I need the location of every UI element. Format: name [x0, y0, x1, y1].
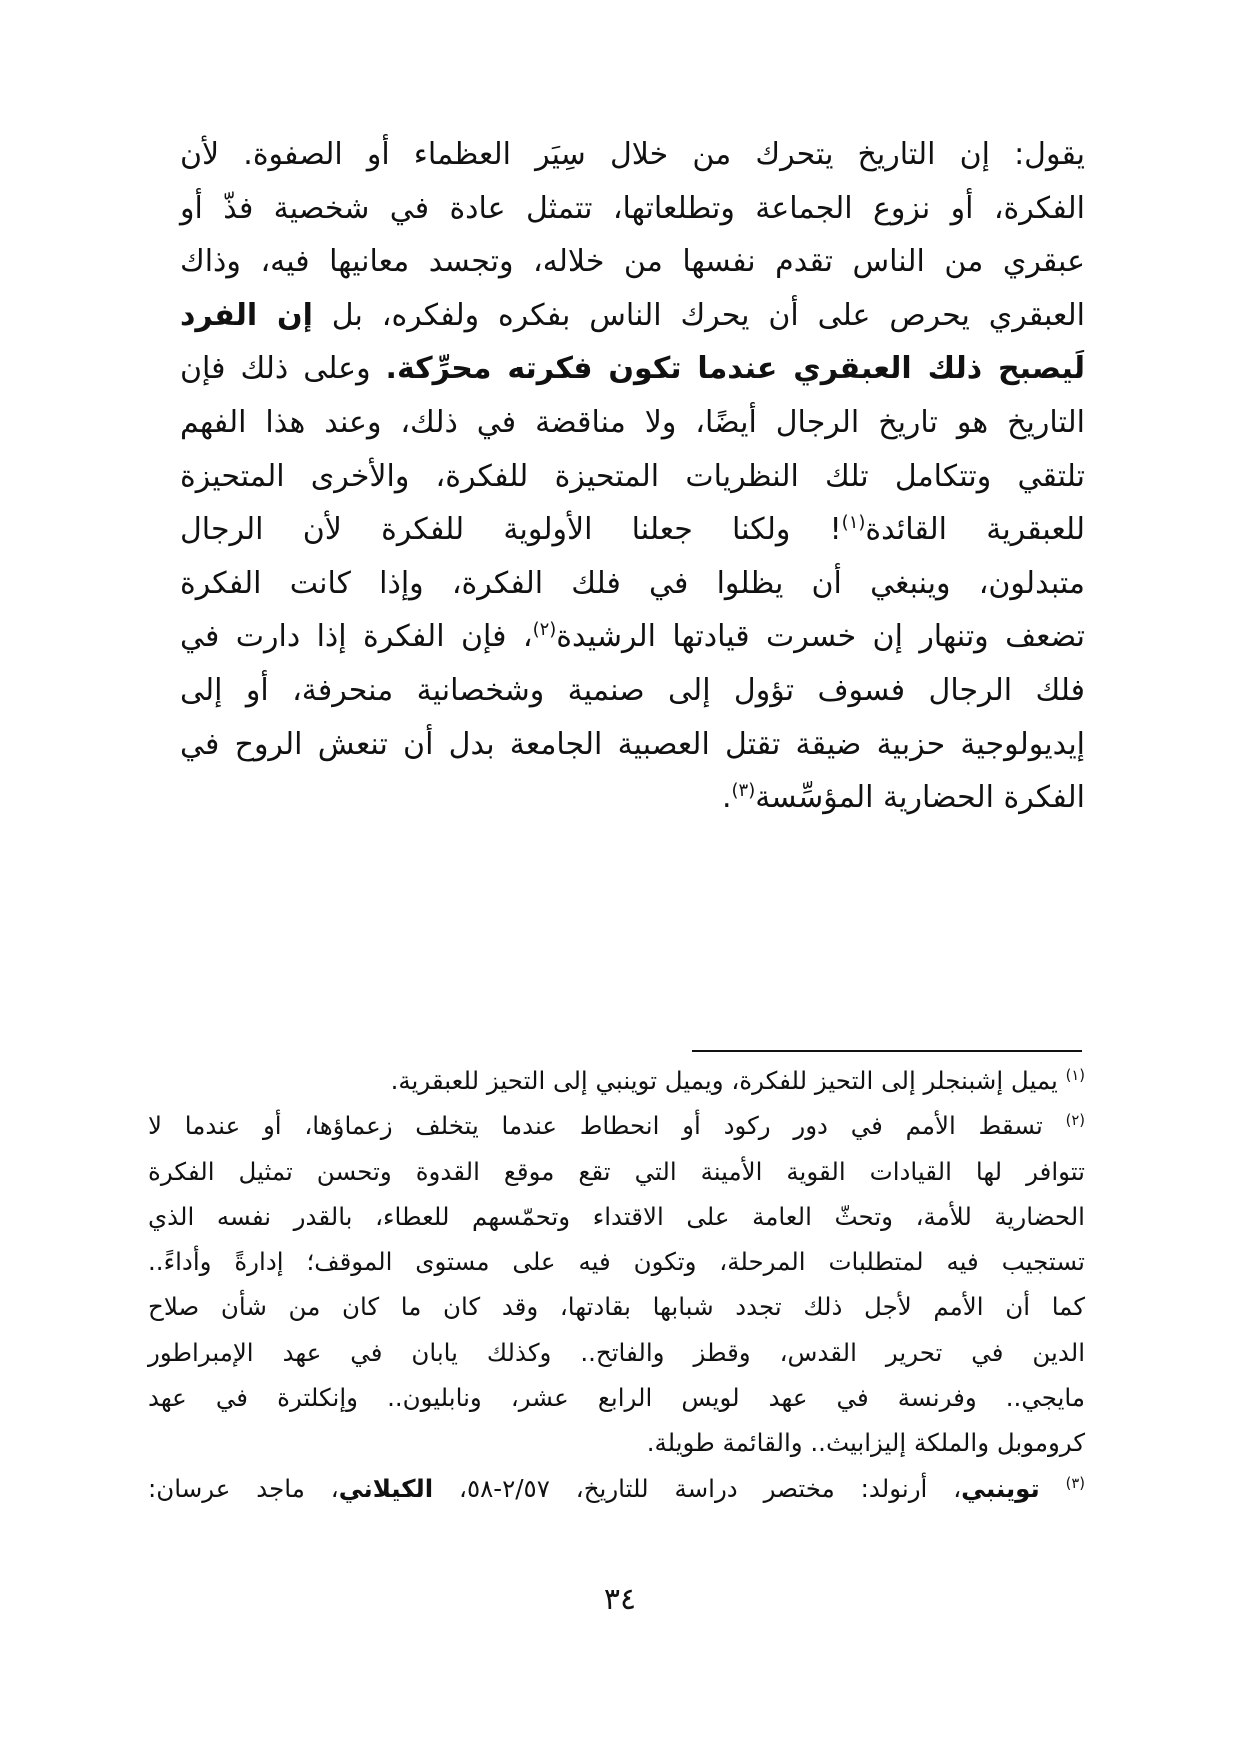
paragraph-line: [180, 664, 1085, 718]
paragraph-line: [180, 182, 1085, 236]
text-segment: .: [721, 780, 732, 816]
footnote-line: [148, 1330, 1085, 1375]
footnote-line: [148, 1239, 1085, 1284]
footnote-separator: [692, 1050, 1082, 1052]
text-segment: العبقري يحرص على أن يحرك الناس بفكره ولفكره، بل: [312, 297, 1086, 333]
bold-text: الكيلاني: [338, 1473, 434, 1503]
footnote-line: [148, 1194, 1085, 1239]
text-segment: كما أن الأمم لأجل ذلك تجدد شبابها بقادتها، وقد كان ما كان من شأن صلاح: [148, 1292, 1085, 1322]
footnote-marker: (٣): [1065, 1474, 1085, 1492]
text-segment: التاريخ هو تاريخ الرجال أيضًا، ولا مناقضة في ذلك، وعند هذا الفهم: [180, 404, 1085, 440]
text-segment: تسقط الأمم في دور ركود أو انحطاط عندما يتخلف زعماؤها، أو عندما لا: [148, 1111, 1066, 1141]
text-segment: فلك الرجال فسوف تؤول إلى صنمية وشخصانية منحرفة، أو إلى: [180, 672, 1085, 708]
paragraph-line: [180, 771, 1085, 825]
footnote-line: [148, 1149, 1085, 1194]
text-segment: تستجيب فيه لمتطلبات المرحلة، وتكون فيه على مستوى الموقف؛ إدارةً وأداءً..: [148, 1247, 1085, 1277]
text-segment: الدين في تحرير القدس، وقطز والفاتح.. وكذلك يابان في عهد الإمبراطور: [148, 1337, 1085, 1367]
paragraph-line: [180, 342, 1085, 396]
text-segment: الفكرة، أو نزوع الجماعة وتطلعاتها، تتمثل عادة في شخصية فذّ أو: [180, 190, 1085, 226]
text-segment: ، أرنولد: مختصر دراسة للتاريخ، ٢/٥٧-٥٨،: [433, 1473, 962, 1503]
text-segment: وعلى ذلك فإن: [180, 351, 386, 387]
paragraph-line: [180, 450, 1085, 504]
paragraph-line: [180, 557, 1085, 611]
text-segment: الفكرة الحضارية المؤسِّسة: [755, 780, 1085, 816]
text-segment: كروموبل والملكة إليزابيث.. والقائمة طويلة.: [646, 1428, 1085, 1458]
footnote-marker: (١): [841, 512, 866, 534]
text-segment: يميل إشبنجلر إلى التحيز للفكرة، ويميل توينبي إلى التحيز للعبقرية.: [390, 1066, 1066, 1095]
footnote-marker: (٢): [1065, 1112, 1085, 1130]
paragraph-line: [180, 396, 1085, 450]
text-segment: يقول: إن التاريخ يتحرك من خلال سِيَر العظماء أو الصفوة. لأن: [180, 137, 1085, 172]
bold-text: توينبي: [961, 1473, 1040, 1503]
text-segment: ! ولكنا جعلنا الأولوية للفكرة لأن الرجال: [180, 512, 842, 548]
text-segment: إيديولوجية حزبية ضيقة تقتل العصبية الجامعة بدل أن تنعش الروح في: [180, 726, 1085, 762]
text-segment: ، فإن الفكرة إذا دارت في: [180, 619, 533, 655]
text-segment: تلتقي وتتكامل تلك النظريات المتحيزة للفكرة، والأخرى المتحيزة: [180, 458, 1085, 494]
main-text: [180, 128, 1085, 825]
paragraph-line: [180, 610, 1085, 664]
footnote-line: [148, 1375, 1085, 1420]
text-segment: [1040, 1474, 1066, 1503]
bold-text: لَيصبح ذلك العبقري عندما تكون فكرته محرِّكة.: [385, 351, 1085, 387]
footnote-line: [148, 1284, 1085, 1329]
footnote-line: [148, 1058, 1085, 1103]
footnote-marker: (٢): [532, 619, 557, 641]
paragraph-line: [180, 235, 1085, 289]
page-number: ٣٤: [603, 1582, 637, 1617]
text-segment: الحضارية للأمة، وتحثّ العامة على الاقتداء وتحمّسهم للعطاء، بالقدر نفسه الذي: [148, 1201, 1085, 1231]
paragraph-line: [180, 128, 1085, 182]
footnote-marker: (١): [1065, 1066, 1085, 1084]
text-segment: ، ماجد عرسان:: [148, 1473, 339, 1503]
text-segment: عبقري من الناس تقدم نفسها من خلاله، وتجسد معانيها فيه، وذاك: [180, 244, 1085, 280]
footnote-line: [148, 1420, 1085, 1465]
text-segment: تضعف وتنهار إن خسرت قيادتها الرشيدة: [556, 619, 1085, 655]
footnotes: [148, 1058, 1085, 1511]
text-segment: للعبقرية القائدة: [865, 512, 1086, 548]
paragraph-line: [180, 289, 1085, 343]
text-segment: متبدلون، وينبغي أن يظلوا في فلك الفكرة، وإذا كانت الفكرة: [180, 565, 1085, 601]
footnote-line: [148, 1466, 1085, 1511]
text-segment: تتوافر لها القيادات القوية الأمينة التي تقع موقع القدوة وتحسن تمثيل الفكرة: [148, 1156, 1085, 1186]
footnote-marker: (٣): [731, 780, 756, 802]
footnote-line: [148, 1103, 1085, 1148]
bold-text: إن الفرد: [180, 297, 313, 333]
paragraph-line: [180, 503, 1085, 557]
text-segment: مايجي.. وفرنسة في عهد لويس الرابع عشر، ونابليون.. وإنكلترة في عهد: [148, 1383, 1085, 1413]
paragraph-line: [180, 718, 1085, 772]
